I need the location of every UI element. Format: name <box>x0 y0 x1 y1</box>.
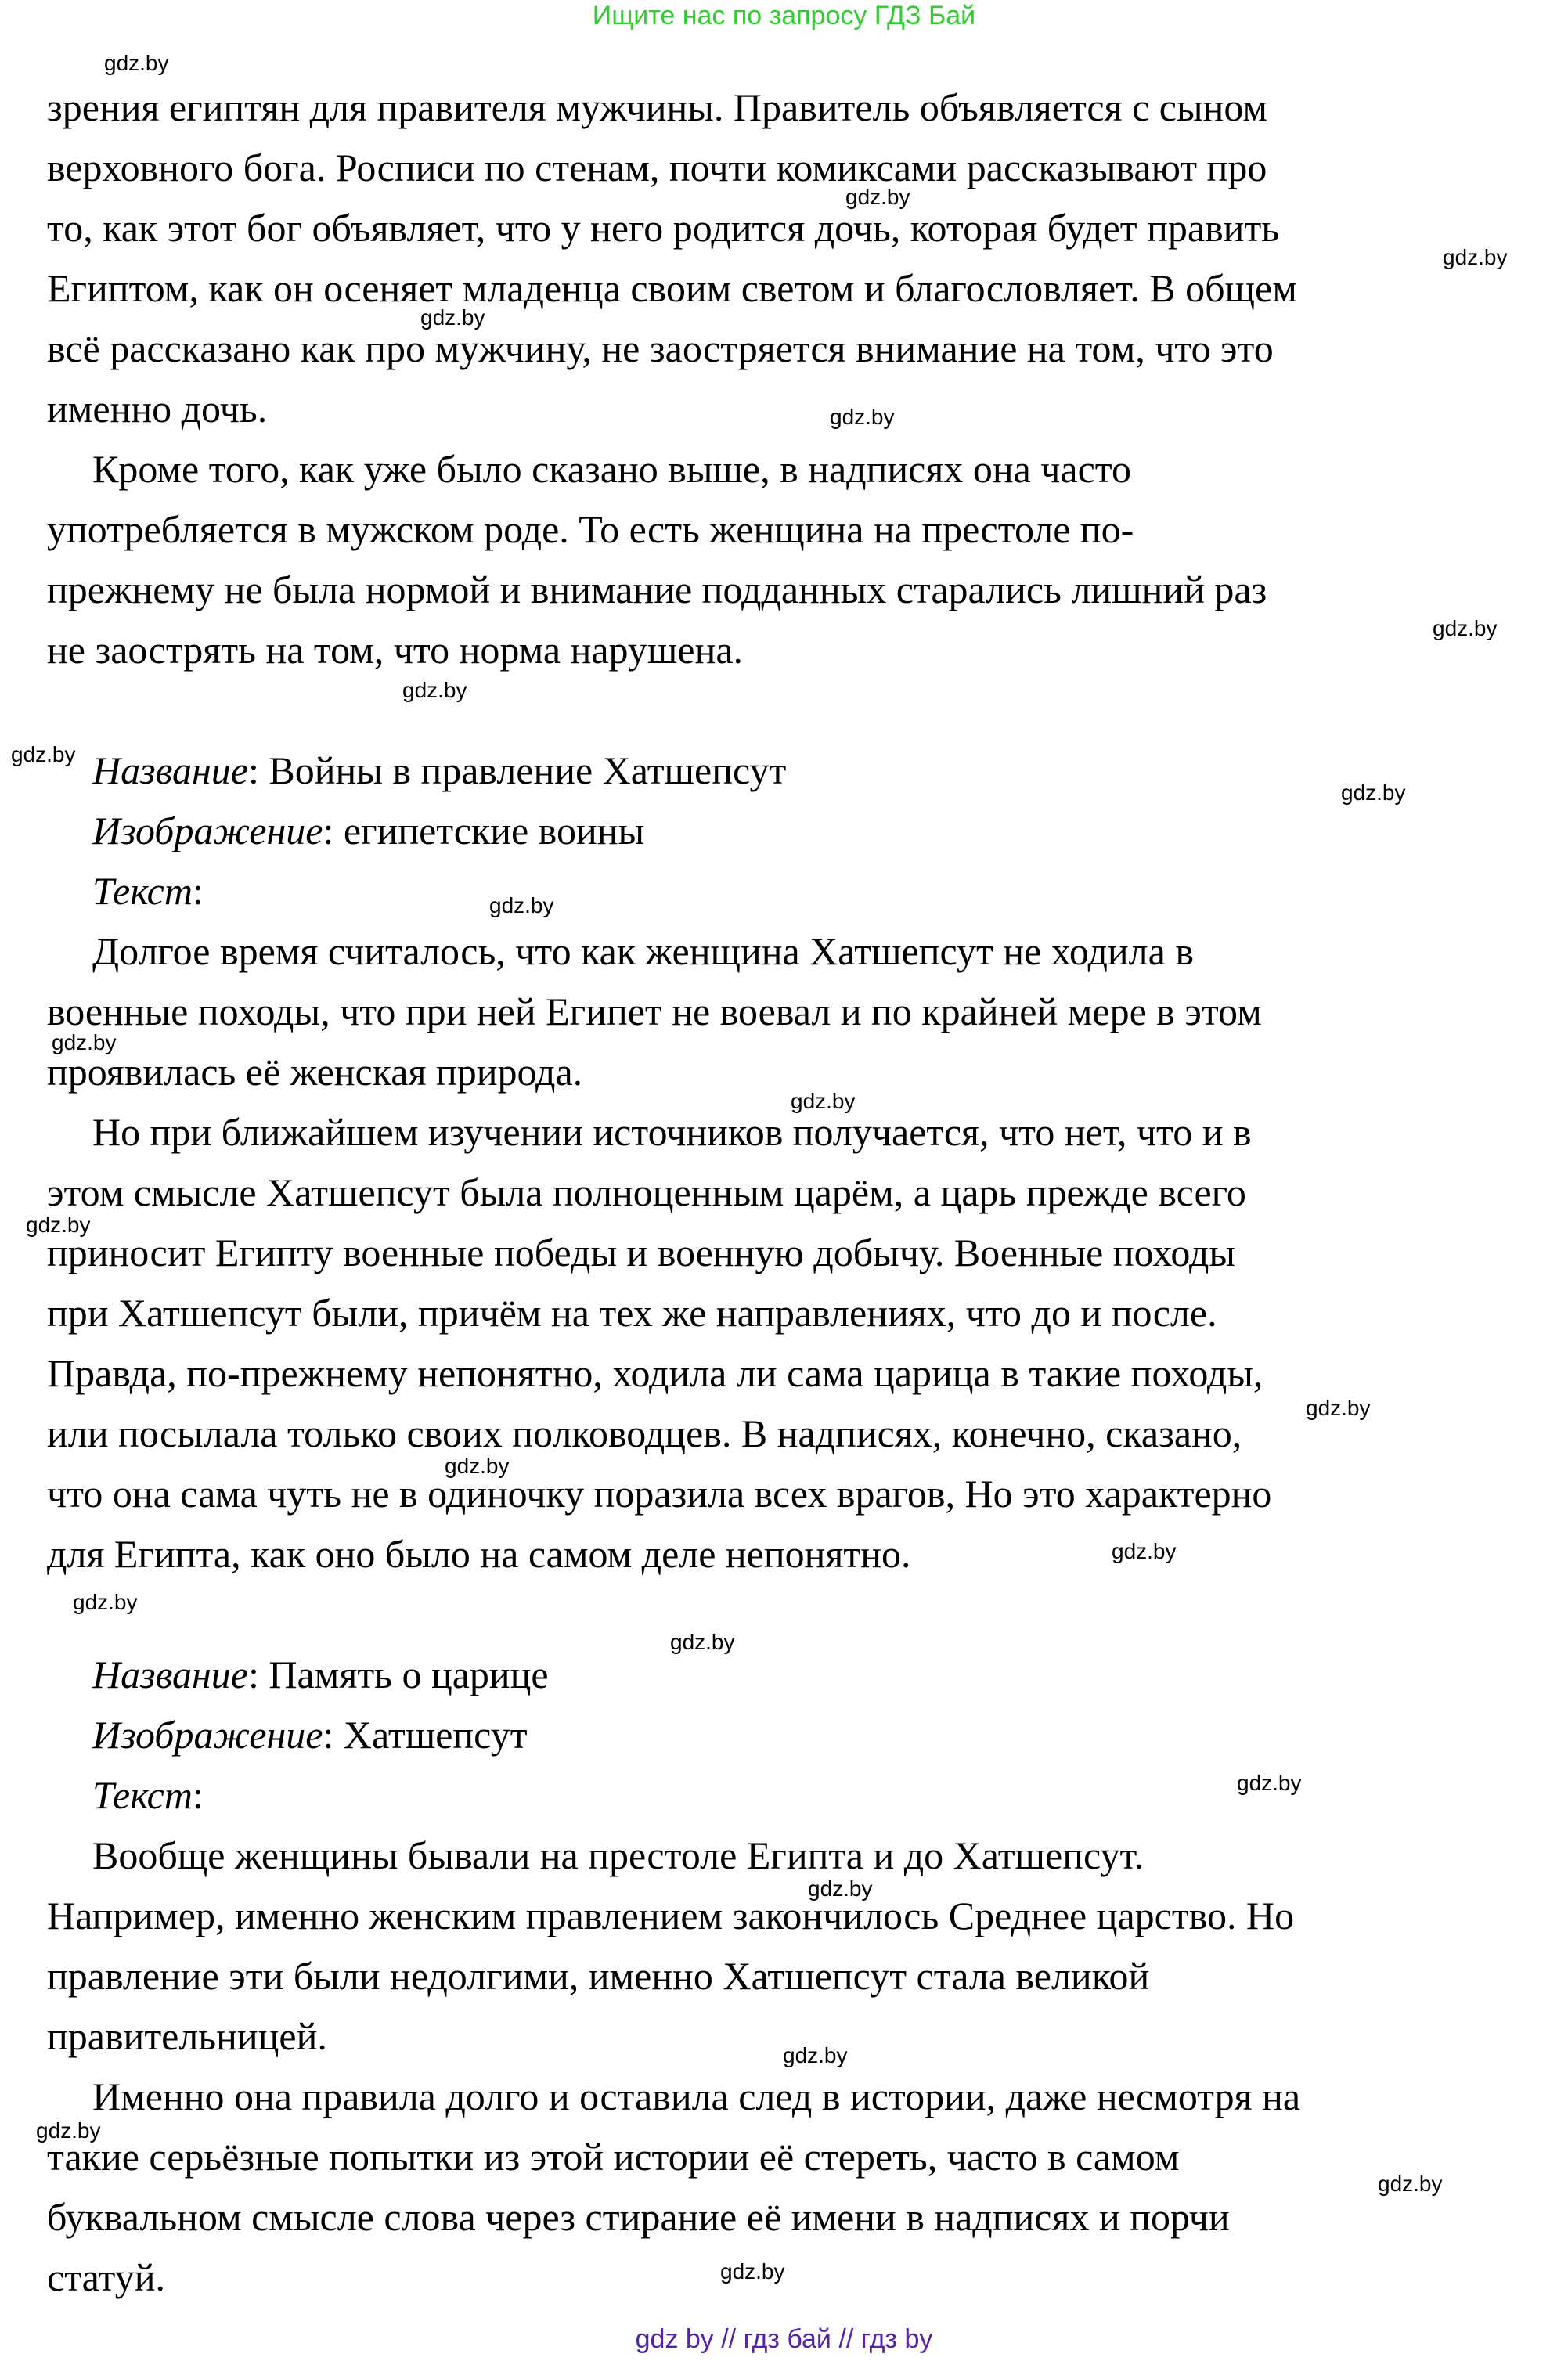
text-line: Долгое время считалось, что как женщина Хатшепсут не ходила в <box>92 929 1194 973</box>
text-line: Но при ближайшем изучении источников получается, что нет, что и в <box>92 1110 1252 1154</box>
text-line: прежнему не была нормой и внимание подданных старались лишний раз <box>47 568 1267 611</box>
block1-image <box>92 808 644 853</box>
block1-text <box>92 868 204 914</box>
watermark: gdz.by <box>845 185 910 209</box>
text-label: Текст <box>92 1773 193 1817</box>
watermark: gdz.by <box>808 1876 873 1901</box>
watermark: gdz.by <box>791 1089 856 1113</box>
top-search-banner: Ищите нас по запросу ГДЗ Бай <box>592 1 976 31</box>
text-line: Именно она правила долго и оставила след в истории, даже несмотря на <box>92 2074 1301 2118</box>
text-line: зрения египтян для правителя мужчины. Правитель объявляется с сыном <box>47 85 1268 129</box>
text-line: всё рассказано как про мужчину, не заостряется внимание на том, что это <box>47 326 1274 370</box>
bottom-site-banner: gdz by // гдз бай // гдз by <box>635 2324 933 2354</box>
name-label: Название <box>92 1653 248 1696</box>
text-line: статуй. <box>47 2255 166 2299</box>
text-line: буквальном смысле слова через стирание её имени в надписях и порчи <box>47 2195 1230 2239</box>
text-line: или посылала только своих полководцев. В надписях, конечно, сказано, <box>47 1411 1242 1455</box>
text-line: то, как этот бог объявляет, что у него родится дочь, которая будет править <box>47 206 1280 250</box>
text-line: этом смысле Хатшепсут была полноценным царём, а царь прежде всего <box>47 1170 1246 1214</box>
text-value: : <box>192 1773 204 1817</box>
text-line: приносит Египту военные победы и военную добычу. Военные походы <box>47 1231 1236 1274</box>
watermark: gdz.by <box>670 1630 735 1654</box>
watermark: gdz.by <box>445 1454 510 1478</box>
watermark: gdz.by <box>1237 1771 1302 1795</box>
watermark: gdz.by <box>26 1213 91 1237</box>
watermark: gdz.by <box>720 2259 785 2284</box>
text-line: верховного бога. Росписи по стенам, почти комиксами рассказывают про <box>47 146 1267 189</box>
watermark: gdz.by <box>1443 245 1508 269</box>
watermark: gdz.by <box>830 405 895 429</box>
text-line: военные походы, что при ней Египет не воевал и по крайней мере в этом <box>47 989 1262 1033</box>
block2-name <box>92 1652 549 1697</box>
text-label: Текст <box>92 869 193 913</box>
block1-name <box>92 748 786 793</box>
text-line: для Египта, как оно было на самом деле непонятно. <box>47 1532 911 1576</box>
image-label: Изображение <box>92 1713 323 1757</box>
watermark: gdz.by <box>1433 616 1498 640</box>
watermark: gdz.by <box>1112 1539 1177 1563</box>
text-line: именно дочь. <box>47 387 268 431</box>
block2-image <box>92 1712 528 1757</box>
name-label: Название <box>92 748 248 792</box>
name-value: : Память о царице <box>247 1653 549 1696</box>
watermark: gdz.by <box>1341 780 1406 805</box>
text-line: Египтом, как он осеняет младенца своим светом и благословляет. В общем <box>47 266 1297 310</box>
text-line: не заострять на том, что норма нарушена. <box>47 628 744 672</box>
watermark: gdz.by <box>1306 1396 1371 1420</box>
watermark: gdz.by <box>36 2118 101 2143</box>
text-line: при Хатшепсут были, причём на тех же направлениях, что до и после. <box>47 1291 1217 1335</box>
watermark: gdz.by <box>420 305 485 330</box>
text-line: Кроме того, как уже было сказано выше, в надписях она часто <box>92 447 1132 491</box>
text-line: проявилась её женская природа. <box>47 1050 583 1094</box>
text-line: правительницей. <box>47 2014 327 2058</box>
watermark: gdz.by <box>11 742 76 766</box>
block2-text <box>92 1772 204 1818</box>
watermark: gdz.by <box>783 2043 848 2067</box>
watermark: gdz.by <box>489 893 554 917</box>
watermark: gdz.by <box>73 1590 138 1614</box>
image-label: Изображение <box>92 809 323 852</box>
text-line: Например, именно женским правлением закончилось Среднее царство. Но <box>47 1894 1295 1937</box>
text-value: : <box>192 869 204 913</box>
image-value: : Хатшепсут <box>323 1713 528 1757</box>
text-line: правление эти были недолгими, именно Хатшепсут стала великой <box>47 1954 1150 1998</box>
watermark: gdz.by <box>104 51 169 75</box>
watermark: gdz.by <box>52 1030 117 1054</box>
text-line: Вообще женщины бывали на престоле Египта и до Хатшепсут. <box>92 1833 1144 1877</box>
watermark: gdz.by <box>402 678 467 702</box>
image-value: : египетские воины <box>323 809 645 852</box>
text-line: Правда, по-прежнему непонятно, ходила ли сама царица в такие походы, <box>47 1351 1263 1395</box>
text-line: употребляется в мужском роде. То есть женщина на престоле по- <box>47 507 1134 551</box>
watermark: gdz.by <box>1378 2172 1443 2196</box>
name-value: : Войны в правление Хатшепсут <box>247 748 787 792</box>
text-line: такие серьёзные попытки из этой истории её стереть, часто в самом <box>47 2135 1180 2179</box>
text-line: что она сама чуть не в одиночку поразила всех врагов, Но это характерно <box>47 1472 1272 1516</box>
